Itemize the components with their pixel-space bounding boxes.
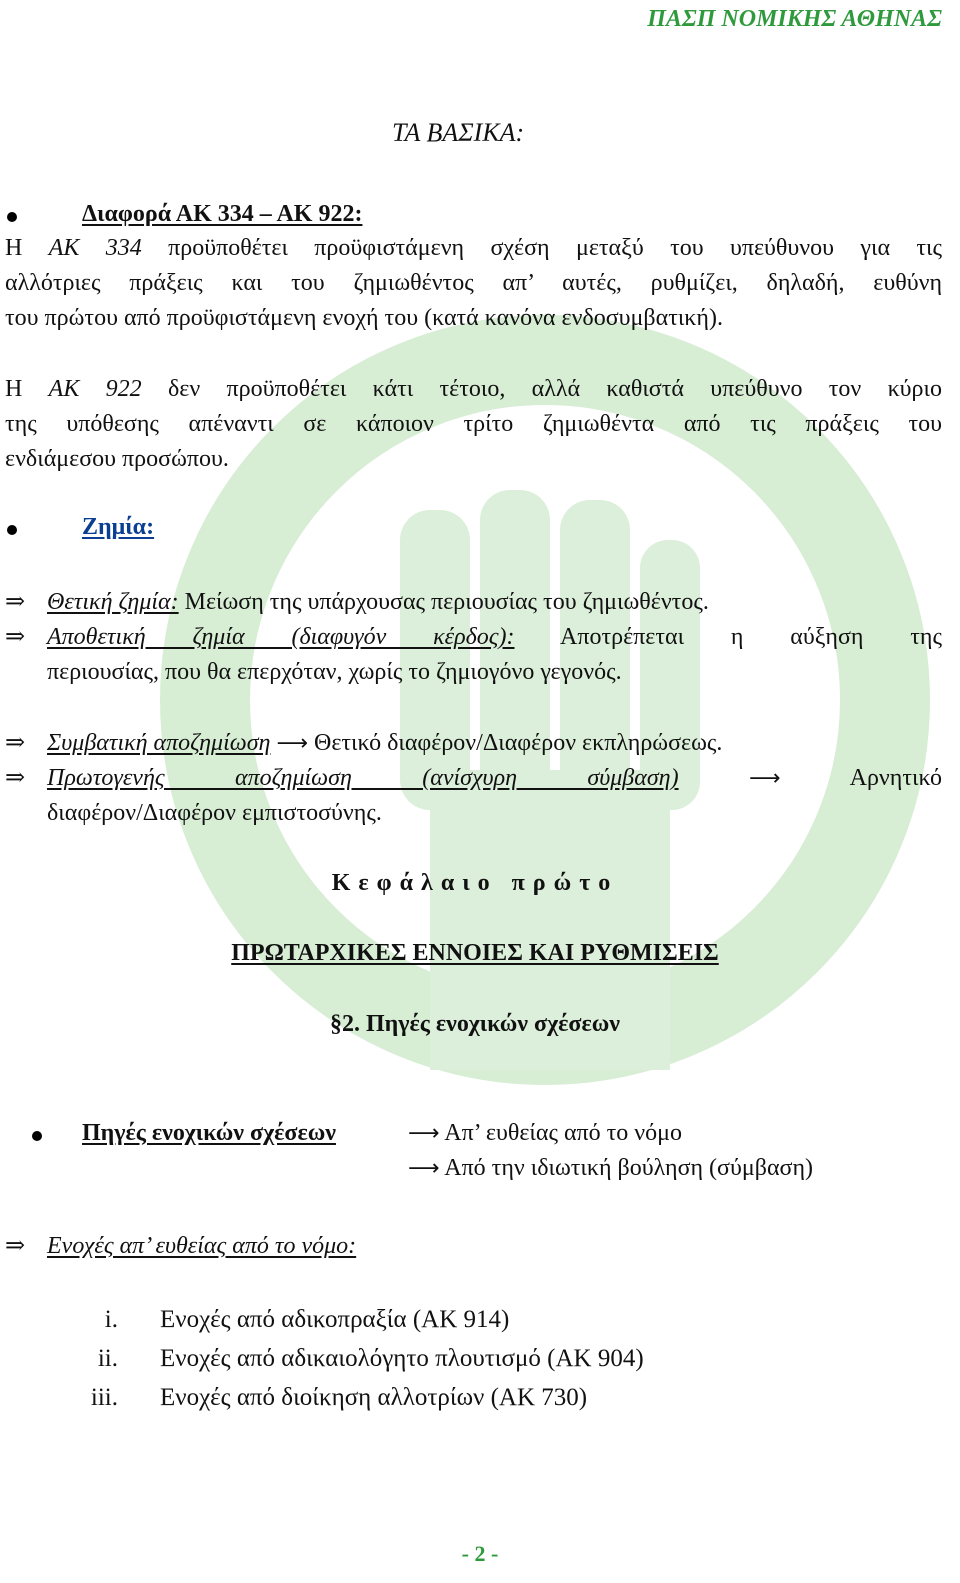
list-item-negative-damage: Αποθετική ζημία (διαφυγόν κέρδος): Αποτρέπεται η αύξηση της περιουσίας, που θα επερχόταν, χωρίς το ζημιογόνο γεγονός. (47, 624, 942, 685)
list-item-contractual: Συμβατική αποζημίωση ⟶ Θετικό διαφέρον/Διαφέρον εκπληρώσεως. (47, 730, 723, 756)
section-heading: Ζημία: (82, 514, 155, 540)
chapter-label: Κεφάλαιο πρώτο (331, 870, 619, 896)
list-item-primary: Πρωτογενής αποζημίωση (ανίσχυρη σύμβαση) ⟶ Αρνητικό διαφέρον/Διαφέρον εμπιστοσύνης. (47, 765, 943, 826)
arrow-icon: ⇒ (5, 589, 26, 615)
arrow-icon: ⇒ (5, 624, 26, 650)
list-item: i. Ενοχές από αδικοπραξία (ΑΚ 914) (104, 1306, 510, 1333)
section-heading: Διαφορά ΑΚ 334 – ΑΚ 922: (82, 201, 363, 227)
arrow-icon: ⇒ (5, 1233, 26, 1259)
source-item: ⟶ Από την ιδιωτική βούληση (σύμβαση) (408, 1155, 813, 1181)
page-number: - 2 - (461, 1541, 499, 1566)
page-title: ΤΑ ΒΑΣΙΚΑ: (392, 118, 525, 147)
bullet-icon (32, 1131, 42, 1141)
section-heading: Πηγές ενοχικών σχέσεων (82, 1120, 336, 1146)
arrow-icon: ⇒ (5, 765, 26, 791)
arrow-right-icon: ⟶ (749, 766, 781, 791)
arrow-right-icon: ⟶ (276, 731, 308, 756)
list-item: ii. Ενοχές από αδικαιολόγητο πλουτισμό (ΑΚ 904) (97, 1345, 644, 1372)
paragraph-ak334: Η ΑΚ 334 προϋποθέτει προϋφιστάμενη σχέση μεταξύ του υπεύθυνου για τις αλλότριες πράξεις και του ζημιωθέντος απ’ αυτές, ρυθμίζει, δηλαδή, ευθύνη του πρώτου από προϋφιστάμενη ενοχή του (κατά κανόνα ενδοσυμβατική). (5, 235, 942, 331)
list-item-positive-damage: Θετική ζημία: Μείωση της υπάρχουσας περιουσίας του ζημιωθέντος. (47, 589, 709, 615)
source-item: ⟶ Απ’ ευθείας από το νόμο (408, 1120, 683, 1146)
paragraph-ak922: Η ΑΚ 922 δεν προϋποθέτει κάτι τέτοιο, αλλά καθιστά υπεύθυνο τον κύριο της υπόθεσης απέναντι σε κάποιον τρίτο ζημιωθέντα από τις πράξεις του ενδιάμεσου προσώπου. (5, 376, 942, 472)
bullet-icon (7, 212, 17, 222)
arrow-right-icon: ⟶ (408, 1156, 440, 1181)
law-heading: Ενοχές απ’ ευθείας από το νόμο: (47, 1233, 357, 1259)
chapter-subheading: §2. Πηγές ενοχικών σχέσεων (330, 1011, 620, 1037)
list-item: iii. Ενοχές από διοίκηση αλλοτρίων (ΑΚ 730) (90, 1384, 588, 1411)
document-header: ΠΑΣΠ ΝΟΜΙΚΗΣ ΑΘΗΝΑΣ (647, 6, 942, 32)
chapter-heading: ΠΡΩΤΑΡΧΙΚΕΣ ΕΝΝΟΙΕΣ ΚΑΙ ΡΥΘΜΙΣΕΙΣ (231, 940, 719, 966)
bullet-icon (7, 525, 17, 535)
arrow-right-icon: ⟶ (408, 1121, 440, 1146)
arrow-icon: ⇒ (5, 730, 26, 756)
